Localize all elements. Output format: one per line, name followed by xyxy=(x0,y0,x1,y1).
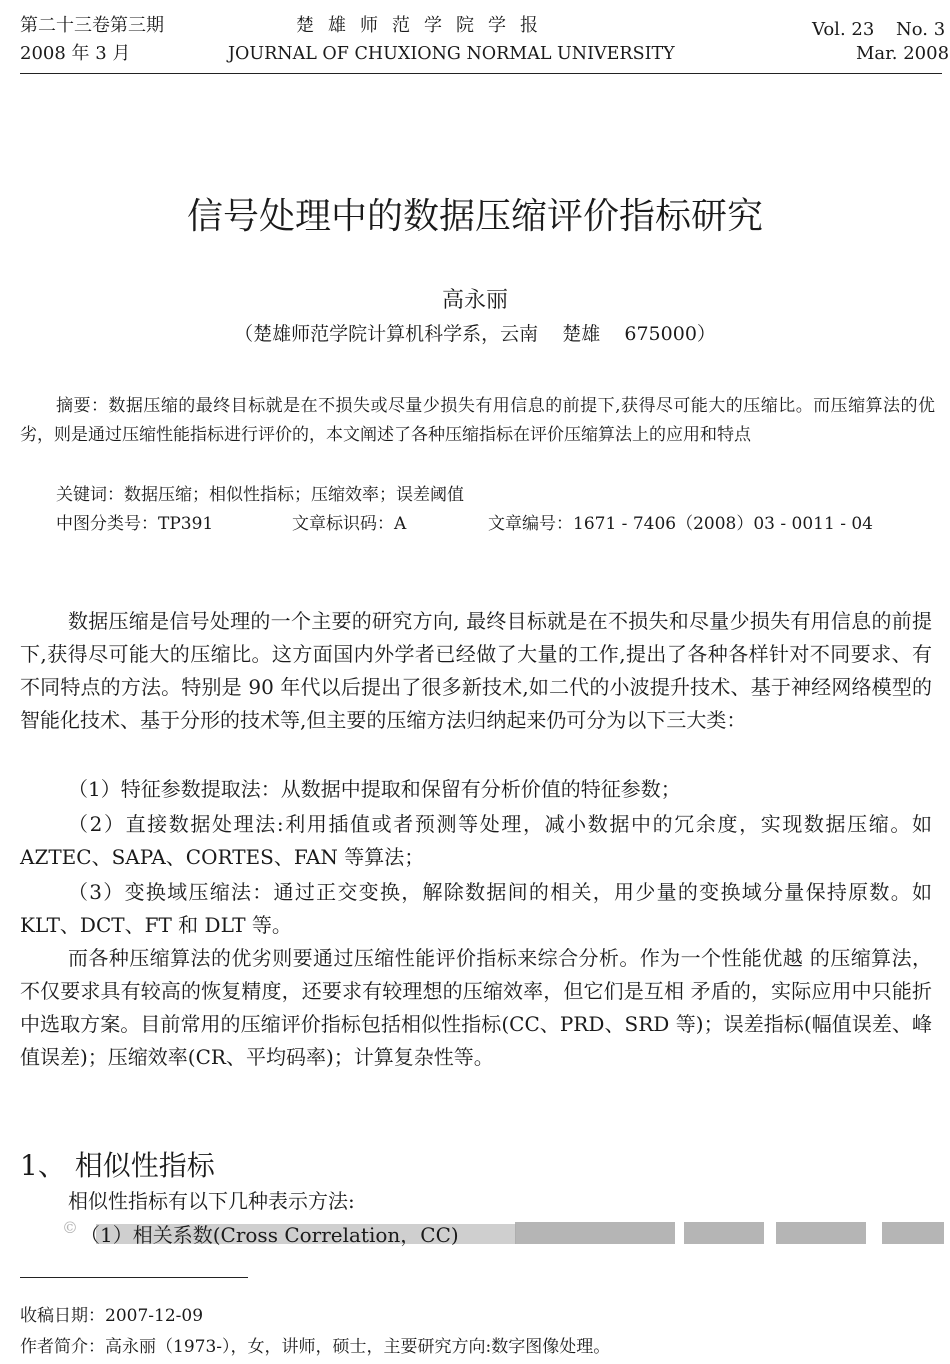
method-item-3: （3）变换域压缩法：通过正交变换，解除数据间的相关，用少量的变换域分量保持原数。如 KLT、DCT、FT 和 DLT 等。 xyxy=(20,880,932,937)
received-date: 收稿日期：2007-12-09 xyxy=(20,1306,204,1326)
section-1-heading: 1、 相似性指标 xyxy=(20,1149,215,1182)
keywords: 关键词：数据压缩；相似性指标；压缩效率；误差阈值 xyxy=(56,485,464,505)
method-item-1: （1）特征参数提取法：从数据中提取和保留有分析价值的特征参数； xyxy=(68,777,681,801)
abstract: 摘要：数据压缩的最终目标就是在不损失或尽量少损失有用信息的前提下,获得尽可能大的压缩比。而压缩算法的优劣，则是通过压缩性能指标进行评价的，本文阐述了各种压缩指标在评价压缩算法上的应用和特点 xyxy=(20,396,935,445)
author-bio: 作者简介：高永丽（1973-），女，讲师，硕士，主要研究方向:数字图像处理。 xyxy=(20,1337,611,1357)
article-number: 文章编号：1671 - 7406（2008）03 - 0011 - 04 xyxy=(488,514,873,534)
document-code: 文章标识码：A xyxy=(292,514,407,534)
section-1-intro: 相似性指标有以下几种表示方法: xyxy=(68,1189,355,1213)
header-journal-cn: 楚雄师范学院学报 xyxy=(296,15,552,36)
header-issue-en: No. 3 xyxy=(896,19,946,40)
header-date-en: Mar. 2008 xyxy=(856,43,950,64)
header-volume-issue: 第二十三卷第三期 xyxy=(20,15,164,36)
article-title: 信号处理中的数据压缩评价指标研究 xyxy=(186,196,763,237)
scan-artifact xyxy=(515,1222,675,1244)
scan-artifact xyxy=(684,1222,764,1244)
clc-number: 中图分类号：TP391 xyxy=(56,514,214,534)
body-paragraph-2: 而各种压缩算法的优劣则要通过压缩性能评价指标来综合分析。作为一个性能优越 的压缩算法，不仅要求具有较高的恢复精度，还要求有较理想的压缩效率，但它们是互相 矛盾的，实际应用中只能折中选取方案。目前常用的压缩评价指标包括相似性指标(CC、PRD、SRD 等)；误差指标(幅值误差、峰值误差)；压缩效率(CR、平均码率)；计算复杂性等。 xyxy=(20,946,932,1069)
header-rule xyxy=(20,73,942,74)
body-paragraph-1: 数据压缩是信号处理的一个主要的研究方向, 最终目标就是在不损失和尽量少损失有用信息的前提下,获得尽可能大的压缩比。这方面国内外学者已经做了大量的工作,提出了各种各样针对不同要求、有不同特点的方法。特别是 90 年代以后提出了很多新技术,如二代的小波提升技术、基于神经网络模型的智能化技术、基于分形的技术等,但主要的压缩方法归纳起来仍可分为以下三大类： xyxy=(20,609,932,732)
section-1-item-1: （1）相关系数(Cross Correlation，CC) xyxy=(80,1223,459,1247)
article-affiliation: （楚雄师范学院计算机科学系，云南 楚雄 675000） xyxy=(234,323,716,345)
scan-artifact xyxy=(882,1222,944,1244)
header-date: 2008 年 3 月 xyxy=(20,43,131,64)
header-journal-en: JOURNAL OF CHUXIONG NORMAL UNIVERSITY xyxy=(228,44,675,64)
footnote-rule xyxy=(20,1277,248,1278)
watermark-icon: © xyxy=(62,1218,78,1237)
article-author: 高永丽 xyxy=(441,288,508,313)
header-volume-en: Vol. 23 xyxy=(812,19,875,40)
scan-artifact xyxy=(776,1222,866,1244)
method-item-2: （2）直接数据处理法:利用插值或者预测等处理，减小数据中的冗余度，实现数据压缩。如 AZTEC、SAPA、CORTES、FAN 等算法； xyxy=(20,812,932,869)
